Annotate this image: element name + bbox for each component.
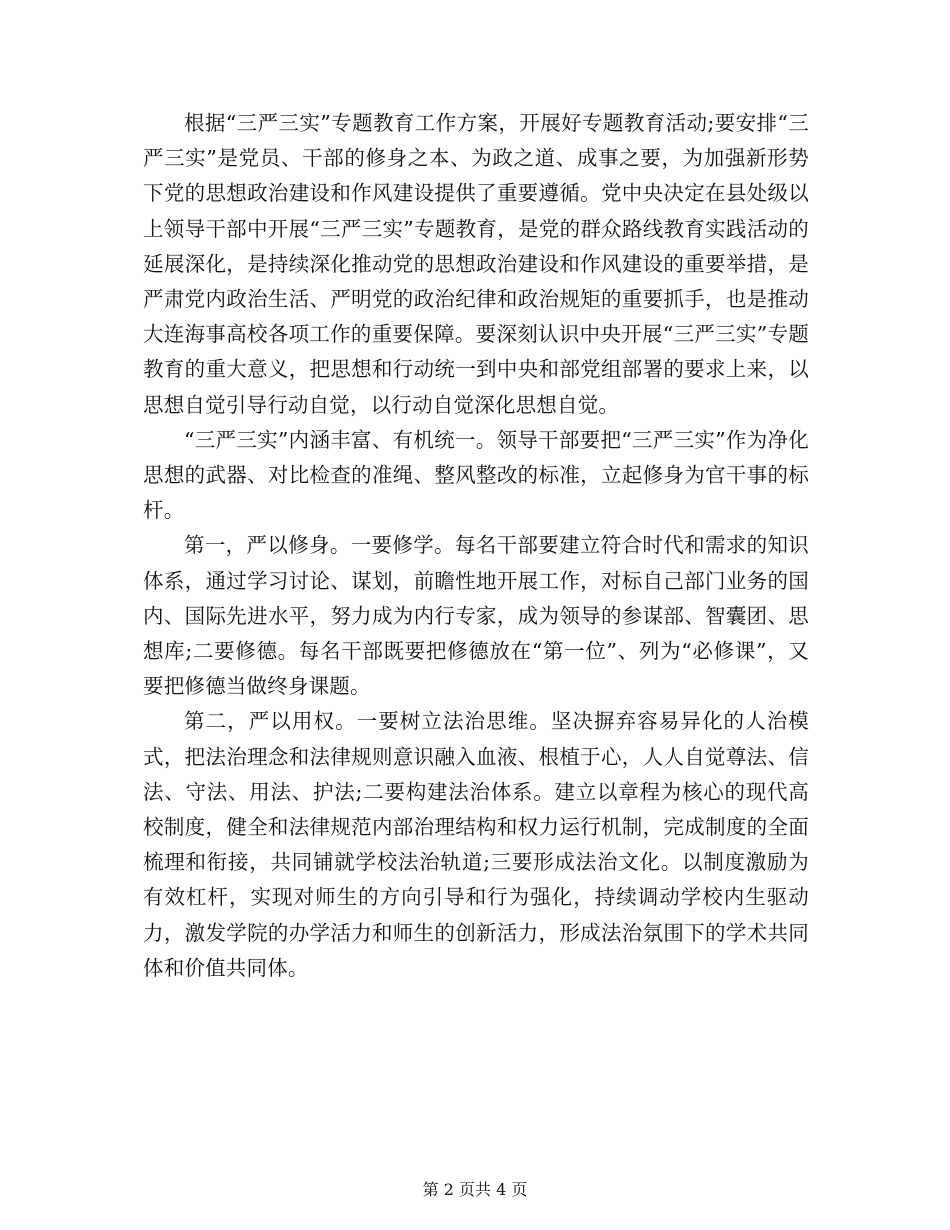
paragraph-connotation: “三严三实”内涵丰富、有机统一。领导干部要把“三严三实”作为净化思想的武器、对比检查的准绳、整风整改的标准，立起修身为官干事的标杆。 — [143, 427, 809, 523]
paragraph-use-of-power: 第二，严以用权。一要树立法治思维。坚决摒弃容易异化的人治模式，把法治理念和法律规则意识融入血液、根植于心，人人自觉尊法、信法、守法、用法、护法;二要构建法治体系。建立以章程为核心的现代高校制度，健全和法律规范内部治理结构和权力运行机制，完成制度的全面梳理和衔接，共同铺就学校法治轨道;三要形成法治文化。以制度激励为有效杠杆，实现对师生的方向引导和行为强化，持续调动学校内生驱动力，激发学院的办学活力和师生的创新活力，形成法治氛围下的学术共同体和价值共同体。 — [143, 709, 809, 980]
page-number-footer: 第 2 页共 4 页 — [422, 1180, 528, 1199]
paragraph-intro: 根据“三严三实”专题教育工作方案，开展好专题教育活动;要安排“三严三实”是党员、干部的修身之本、为政之道、成事之要，为加强新形势下党的思想政治建设和作风建设提供了重要遵循。党中央决定在县处级以上领导干部中开展“三严三实”专题教育，是党的群众路线教育实践活动的延展深化，是持续深化推动党的思想政治建设和作风建设的重要举措，是严肃党内政治生活、严明党的政治纪律和政治规矩的重要抓手，也是推动大连海事高校各项工作的重要保障。要深刻认识中央开展“三严三实”专题教育的重大意义，把思想和行动统一到中央和部党组部署的要求上来，以思想自觉引导行动自觉，以行动自觉深化思想自觉。 — [143, 111, 809, 417]
document-body — [143, 106, 809, 986]
paragraph-self-cultivation: 第一，严以修身。一要修学。每名干部要建立符合时代和需求的知识体系，通过学习讨论、谋划，前瞻性地开展工作，对标自己部门业务的国内、国际先进水平，努力成为内行专家，成为领导的参谋部、智囊团、思想库;二要修德。每名干部既要把修德放在“第一位”、列为“必修课”，又要把修德当做终身课题。 — [143, 533, 809, 699]
